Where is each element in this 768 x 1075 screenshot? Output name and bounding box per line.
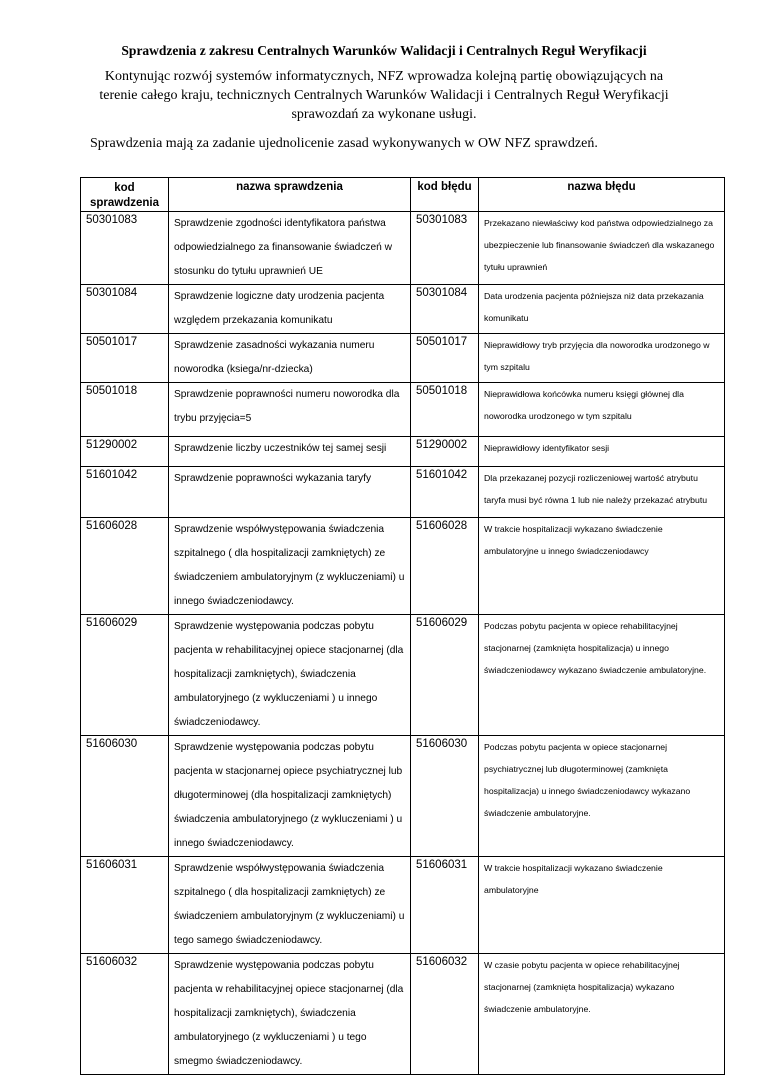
- intro-paragraph: Kontynując rozwój systemów informatycznych, NFZ wprowadza kolejną partię obowiązujących na terenie całego kraju, technicznych Centralnych Warunków Walidacji i Centralnych Reguł Weryfikacji sprawozdań za wykonane usługi.: [99, 69, 669, 122]
- check-name-cell: Sprawdzenie występowania podczas pobytu pacjenta w rehabilitacyjnej opiece stacjonarnej (dla hospitalizacji zamkniętych), świadczenia ambulatoryjnego (z wykluczeniami ) u innego świadczeniodawcy.: [169, 615, 411, 736]
- table-row: [81, 437, 725, 467]
- header-check-name: nazwa sprawdzenia: [169, 178, 411, 212]
- header-check-code: [81, 178, 169, 212]
- error-code-cell: 51606031: [411, 857, 479, 954]
- error-code-cell: 50301084: [411, 285, 479, 334]
- error-name-cell: W trakcie hospitalizacji wykazano świadczenie ambulatoryjne: [479, 857, 725, 954]
- error-code-cell: 51606028: [411, 518, 479, 615]
- check-code-cell: 50501017: [81, 334, 169, 383]
- error-name-cell: Data urodzenia pacjenta późniejsza niż data przekazania komunikatu: [479, 285, 725, 334]
- check-name-cell: Sprawdzenie logiczne daty urodzenia pacjenta względem przekazania komunikatu: [169, 285, 411, 334]
- table-header-row: [81, 178, 725, 212]
- check-name-cell: Sprawdzenie współwystępowania świadczenia szpitalnego ( dla hospitalizacji zamkniętych) ze świadczeniem ambulatoryjnym (z wykluczeniami) u innego świadczeniodawcy.: [169, 518, 411, 615]
- check-name-cell: Sprawdzenie poprawności wykazania taryfy: [169, 467, 411, 518]
- header-check-code-line1: kod: [114, 182, 135, 194]
- check-code-cell: 51606030: [81, 736, 169, 857]
- check-code-cell: 50301084: [81, 285, 169, 334]
- checks-table: [80, 177, 725, 1075]
- error-code-cell: 51606029: [411, 615, 479, 736]
- check-code-cell: 51606029: [81, 615, 169, 736]
- error-name-cell: Nieprawidłowy identyfikator sesji: [479, 437, 725, 467]
- check-name-cell: Sprawdzenie poprawności numeru noworodka dla trybu przyjęcia=5: [169, 383, 411, 437]
- table-row: [81, 212, 725, 285]
- error-code-cell: 51606030: [411, 736, 479, 857]
- error-code-cell: 50301083: [411, 212, 479, 285]
- check-name-cell: Sprawdzenie występowania podczas pobytu pacjenta w rehabilitacyjnej opiece stacjonarnej (dla hospitalizacji zamkniętych), świadczenia ambulatoryjnego (z wykluczeniami ) u tego smegmo świadczeniodawcy.: [169, 954, 411, 1075]
- table-row: [81, 334, 725, 383]
- check-code-cell: 50301083: [81, 212, 169, 285]
- table-row: [81, 285, 725, 334]
- error-name-cell: Podczas pobytu pacjenta w opiece rehabilitacyjnej stacjonarnej (zamknięta hospitalizacja) u innego świadczeniodawcy wykazano świadczenie ambulatoryjne.: [479, 615, 725, 736]
- check-name-cell: Sprawdzenie liczby uczestników tej samej sesji: [169, 437, 411, 467]
- error-code-cell: 50501018: [411, 383, 479, 437]
- error-name-cell: Nieprawidłowy tryb przyjęcia dla noworodka urodzonego w tym szpitalu: [479, 334, 725, 383]
- error-name-cell: W trakcie hospitalizacji wykazano świadczenie ambulatoryjne u innego świadczeniodawcy: [479, 518, 725, 615]
- header-error-name: nazwa błędu: [479, 178, 725, 212]
- check-code-cell: 51601042: [81, 467, 169, 518]
- error-code-cell: 50501017: [411, 334, 479, 383]
- check-code-cell: 50501018: [81, 383, 169, 437]
- error-name-cell: Przekazano niewłaściwy kod państwa odpowiedzialnego za ubezpieczenie lub finansowanie świadczeń dla wskazanego tytułu uprawnień: [479, 212, 725, 285]
- header-check-code-line2: sprawdzenia: [89, 197, 160, 209]
- error-name-cell: Dla przekazanej pozycji rozliczeniowej wartość atrybutu taryfa musi być równa 1 lub nie należy przekazać atrybutu: [479, 467, 725, 518]
- check-code-cell: 51606028: [81, 518, 169, 615]
- check-name-cell: Sprawdzenie zgodności identyfikatora państwa odpowiedzialnego za finansowanie świadczeń w stosunku do tytułu uprawnień UE: [169, 212, 411, 285]
- error-name-cell: Podczas pobytu pacjenta w opiece stacjonarnej psychiatrycznej lub długoterminowej (zamknięta hospitalizacja) u innego świadczeniodawcy wykazano świadczenie ambulatoryjne.: [479, 736, 725, 857]
- table-row: [81, 736, 725, 857]
- table-row: [81, 467, 725, 518]
- check-name-cell: Sprawdzenie zasadności wykazania numeru noworodka (ksiega/nr-dziecka): [169, 334, 411, 383]
- check-code-cell: 51606031: [81, 857, 169, 954]
- header-error-code: kod błędu: [411, 178, 479, 212]
- error-code-cell: 51606032: [411, 954, 479, 1075]
- error-code-cell: 51601042: [411, 467, 479, 518]
- table-row: [81, 954, 725, 1075]
- table-row: [81, 518, 725, 615]
- error-name-cell: Nieprawidłowa końcówka numeru księgi głównej dla noworodka urodzonego w tym szpitalu: [479, 383, 725, 437]
- table-row: [81, 857, 725, 954]
- check-code-cell: 51606032: [81, 954, 169, 1075]
- check-name-cell: Sprawdzenie występowania podczas pobytu pacjenta w stacjonarnej opiece psychiatrycznej lub długoterminowej (dla hospitalizacji zamkniętych) świadczenia ambulatoryjnego (z wykluczeniami ) u innego świadczeniodawcy.: [169, 736, 411, 857]
- table-row: [81, 615, 725, 736]
- lead-paragraph: Sprawdzenia mają za zadanie ujednolicenie zasad wykonywanych w OW NFZ sprawdzeń.: [90, 136, 598, 151]
- error-code-cell: 51290002: [411, 437, 479, 467]
- error-name-cell: W czasie pobytu pacjenta w opiece rehabilitacyjnej stacjonarnej (zamknięta hospitalizacja) wykazano świadczenie ambulatoryjne.: [479, 954, 725, 1075]
- table-row: [81, 383, 725, 437]
- document-title: Sprawdzenia z zakresu Centralnych Warunków Walidacji i Centralnych Reguł Weryfikacji: [121, 43, 647, 58]
- check-name-cell: Sprawdzenie współwystępowania świadczenia szpitalnego ( dla hospitalizacji zamkniętych) ze świadczeniem ambulatoryjnym (z wykluczeniami) u tego samego świadczeniodawcy.: [169, 857, 411, 954]
- check-code-cell: 51290002: [81, 437, 169, 467]
